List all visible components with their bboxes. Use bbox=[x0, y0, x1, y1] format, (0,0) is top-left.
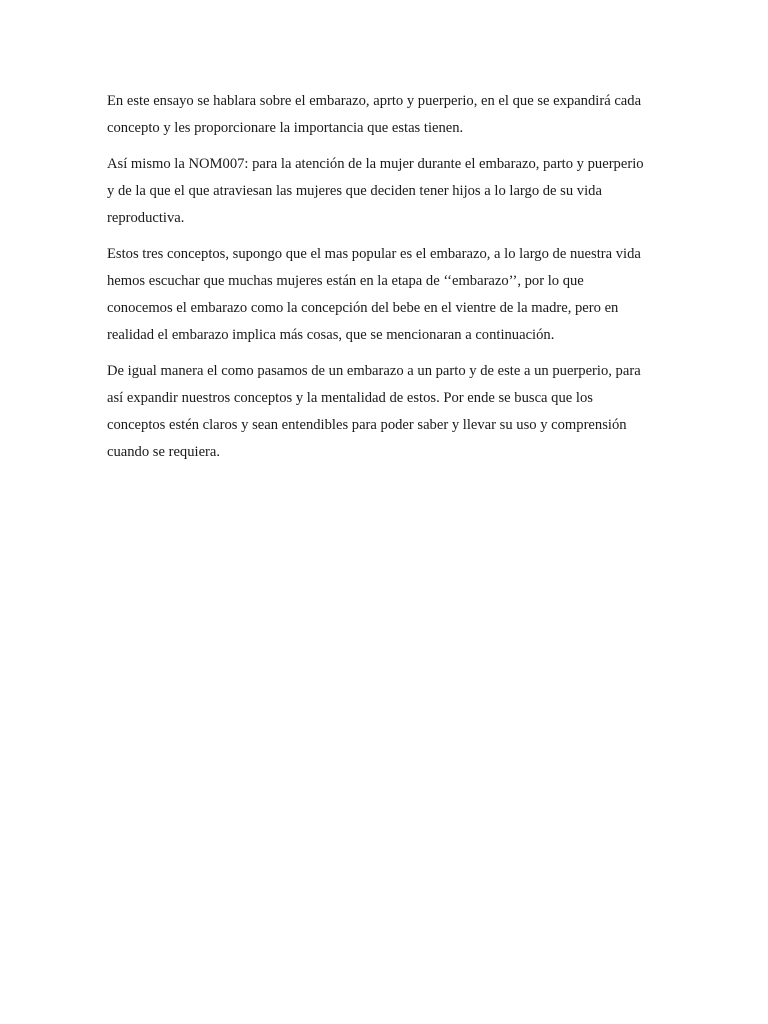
document-body bbox=[107, 88, 667, 475]
paragraph-1: En este ensayo se hablara sobre el embarazo, aprto y puerperio, en el que se expandirá cada concepto y les proporcionare la importancia que estas tienen. bbox=[107, 93, 642, 136]
paragraph-2: Así mismo la NOM007: para la atención de la mujer durante el embarazo, parto y puerperio y de la que el que atraviesan las mujeres que deciden tener hijos a lo largo de su vida reproductiva. bbox=[107, 156, 644, 226]
paragraph-3: Estos tres conceptos, supongo que el mas popular es el embarazo, a lo largo de nuestra vida hemos escuchar que muchas mujeres están en la etapa de ‘‘embarazo’’, por lo que conocemos el embarazo como la concepción del bebe en el vientre de la madre, pero en realidad el embarazo implica más cosas, que se mencionaran a continuación. bbox=[107, 246, 641, 343]
paragraph-4: De igual manera el como pasamos de un embarazo a un parto y de este a un puerperio, para así expandir nuestros conceptos y la mentalidad de estos. Por ende se busca que los conceptos estén claros y sean entendibles para poder saber y llevar su uso y comprensión cuando se requiera. bbox=[107, 363, 641, 460]
